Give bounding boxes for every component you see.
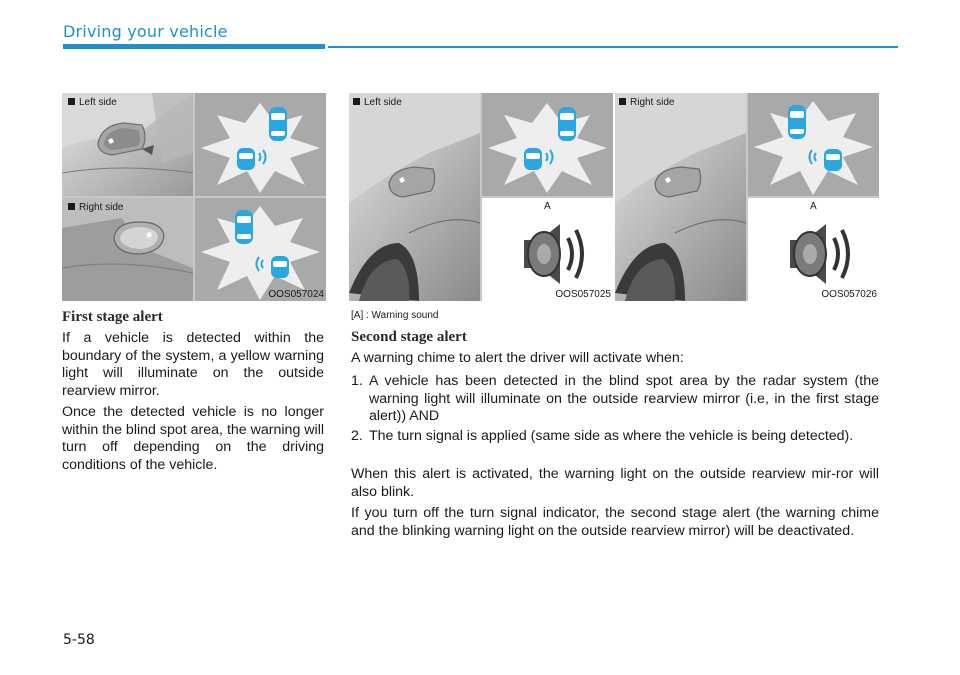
- figure-caption: [A] : Warning sound: [351, 310, 439, 321]
- second-stage-heading: Second stage alert: [351, 329, 467, 345]
- right-side-label: Right side: [68, 202, 123, 213]
- speaker-letter: A: [810, 201, 817, 212]
- figure-code: OOS057024: [268, 289, 324, 300]
- bullet-square-icon: [68, 203, 75, 210]
- first-stage-para-2: Once the detected vehicle is no longer within the blind spot area, the warning will turn off depending on the driving conditions of the vehicle.: [62, 404, 324, 473]
- second-stage-para-1: When this alert is activated, the warning light on the outside rearview mir-ror will also blink.: [351, 466, 879, 500]
- first-stage-para-1: If a vehicle is detected within the boundary of the system, a yellow warning light will illuminate on the outside rearview mirror.: [62, 330, 324, 399]
- bullet-square-icon: [353, 98, 360, 105]
- radar-image: [748, 93, 879, 196]
- bullet-square-icon: [619, 98, 626, 105]
- speaker-image: [482, 198, 613, 301]
- right-radar-image: [195, 198, 326, 301]
- left-car-image: [349, 93, 480, 301]
- radar-image: [482, 93, 613, 196]
- figure-second-stage-right: [615, 93, 879, 301]
- list-item: 1. A vehicle has been detected in the blind spot area by the radar system (the warning light will illuminate on the outside rearview mirror (i.e, in the first stage alert)) AND: [351, 373, 879, 424]
- second-stage-para-2: If you turn off the turn signal indicator, the second stage alert (the warning chime and the blinking warning light on the outside rearview mirror) will be deactivated.: [351, 505, 879, 539]
- figure-second-stage-left: [349, 93, 613, 301]
- left-radar-image: [195, 93, 326, 196]
- bullet-square-icon: [68, 98, 75, 105]
- first-stage-heading: First stage alert: [62, 309, 163, 325]
- right-side-label: Right side: [619, 97, 674, 108]
- header-rule: [328, 46, 898, 48]
- figure-first-stage: [62, 93, 326, 301]
- speaker-image: [748, 198, 879, 301]
- section-title: Driving your vehicle: [63, 22, 228, 41]
- figure-code: OOS057026: [821, 289, 877, 300]
- figure-code: OOS057025: [555, 289, 611, 300]
- second-stage-intro: A warning chime to alert the driver will activate when:: [351, 350, 684, 366]
- left-mirror-image: [62, 93, 193, 196]
- list-item: 2. The turn signal is applied (same side as where the vehicle is being detected).: [351, 428, 854, 444]
- page-number: 5-58: [63, 632, 95, 648]
- left-side-label: Left side: [68, 97, 117, 108]
- header-bar: [63, 44, 325, 49]
- left-side-label: Left side: [353, 97, 402, 108]
- right-mirror-image: [62, 198, 193, 301]
- speaker-letter: A: [544, 201, 551, 212]
- right-car-image: [615, 93, 746, 301]
